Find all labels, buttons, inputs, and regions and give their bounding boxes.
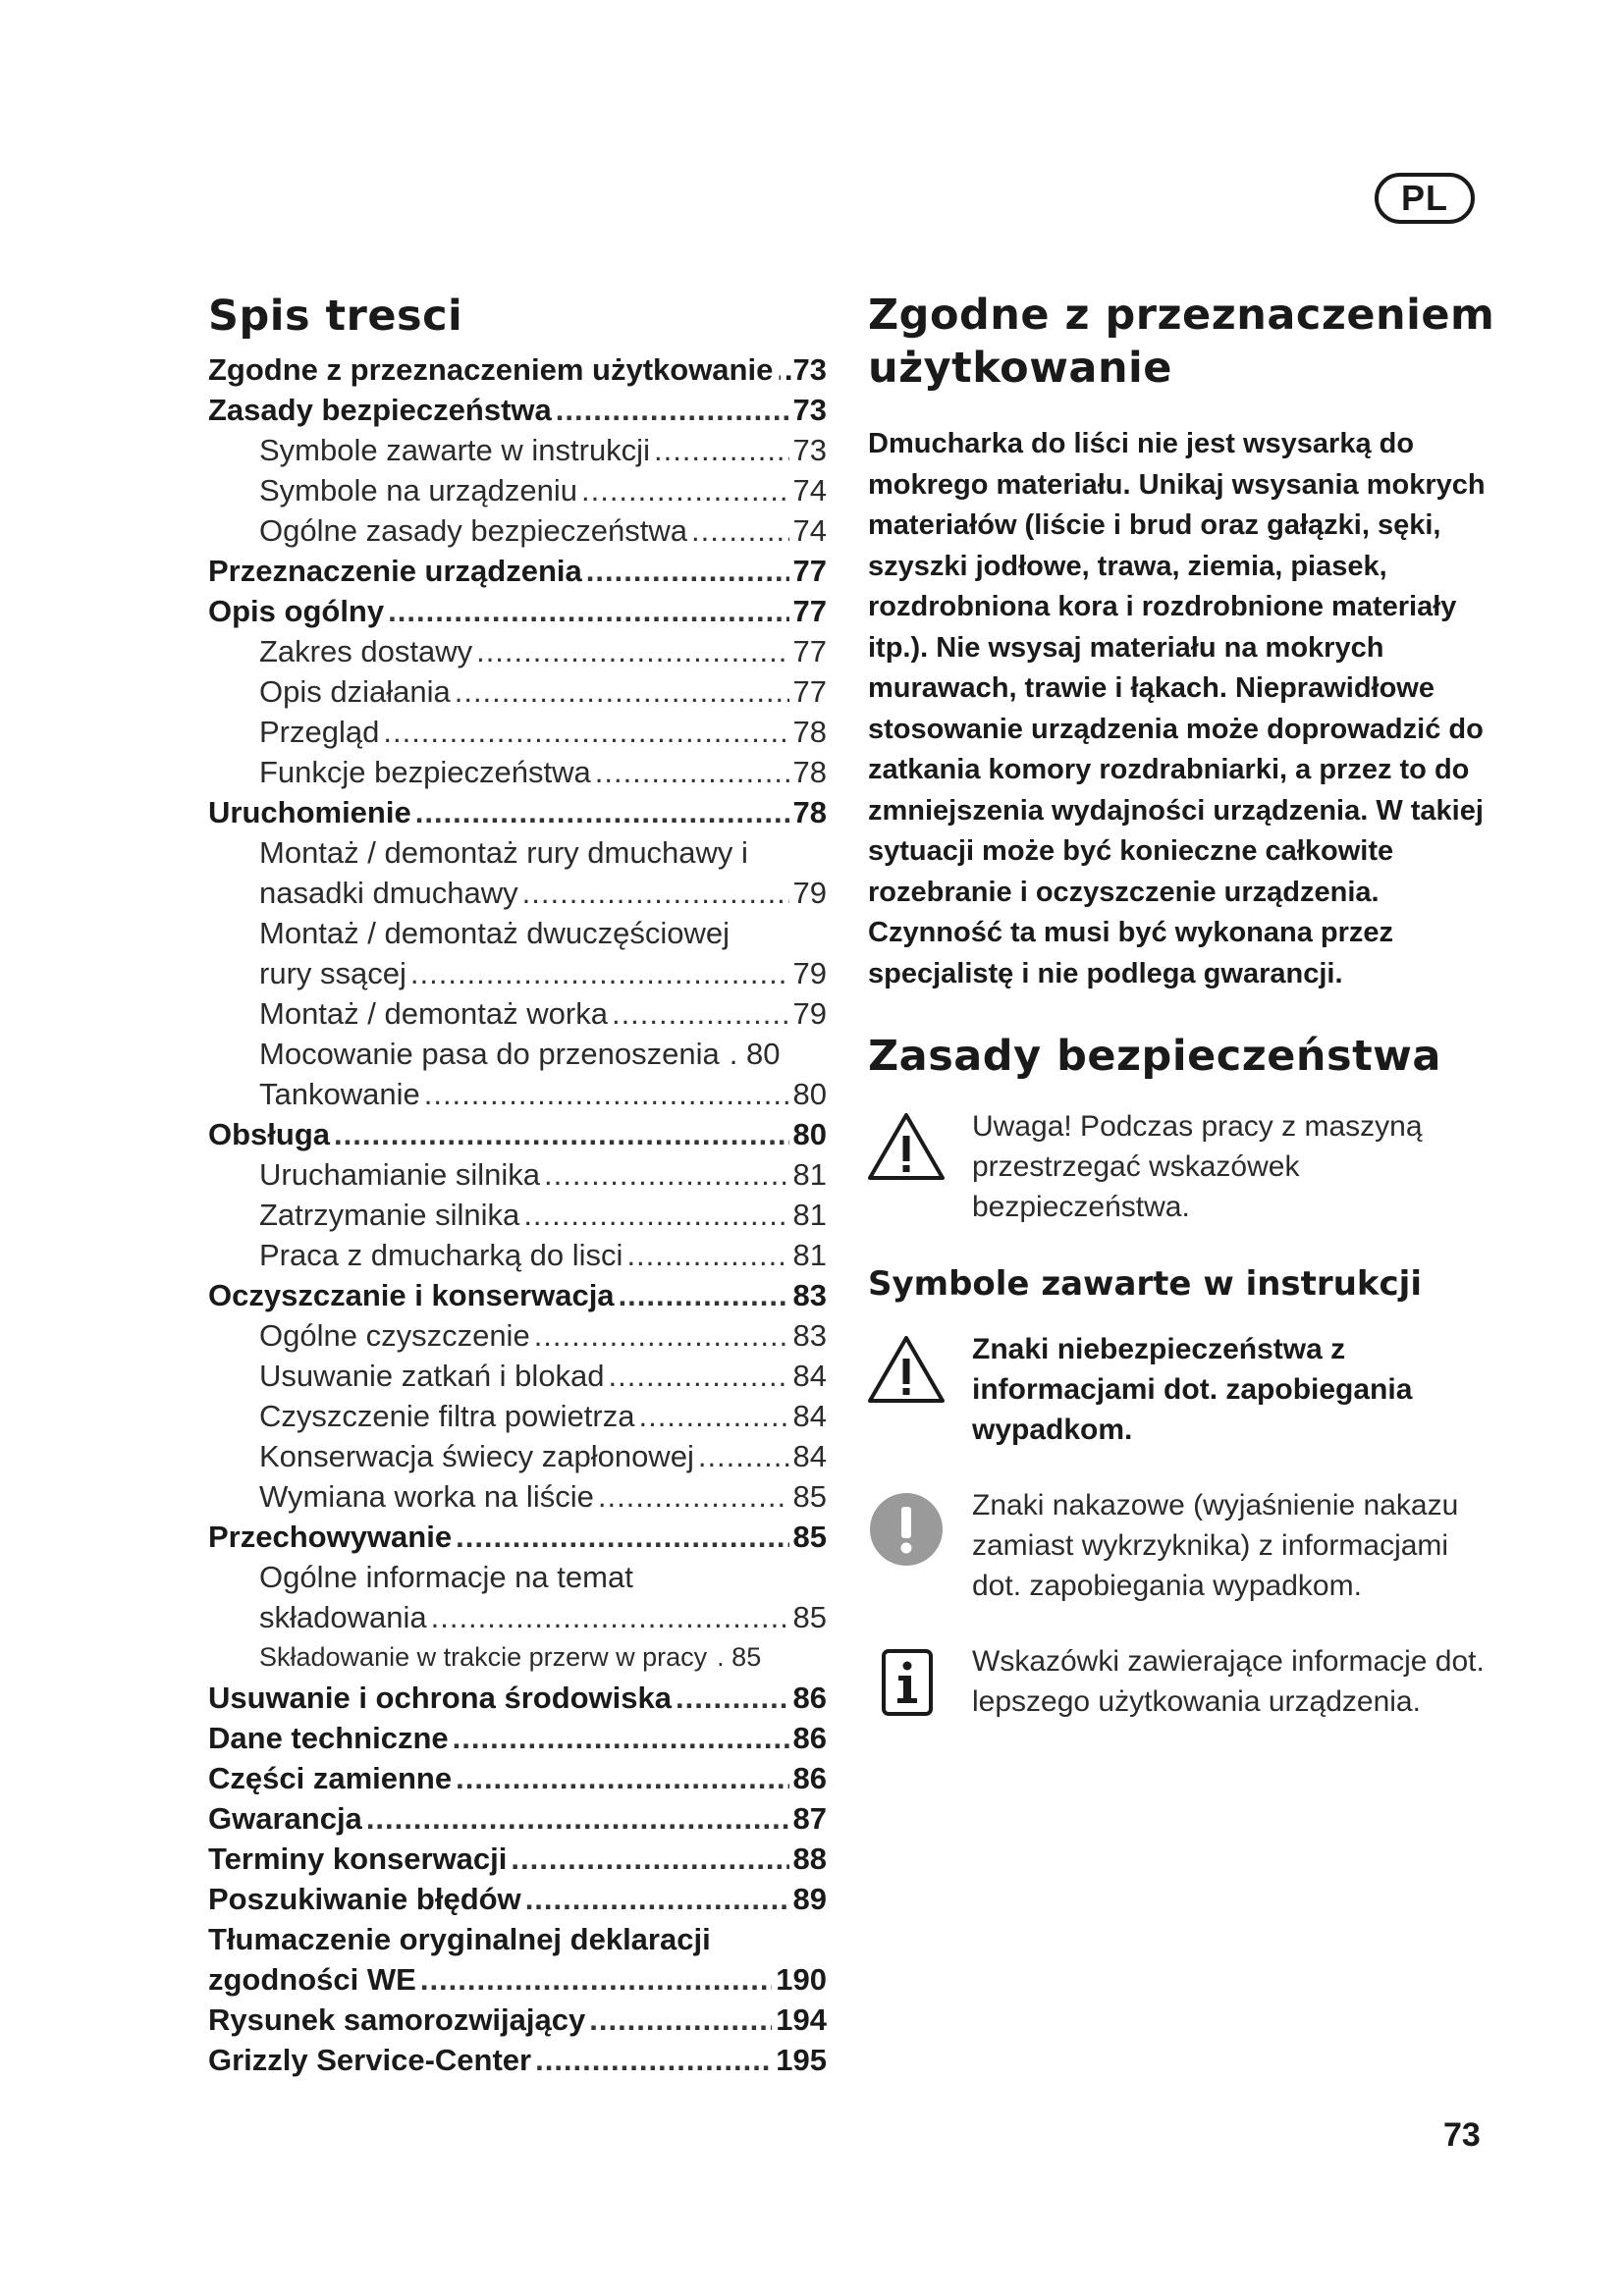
toc-entry-title: Tankowanie xyxy=(259,1077,420,1111)
mandatory-exclamation-icon xyxy=(868,1485,945,1573)
symbol-mandatory xyxy=(868,1485,1496,1606)
heading-intended-use: Zgodne z przeznaczeniem użytkowanie xyxy=(868,291,1495,393)
toc-leader-dots xyxy=(598,1476,789,1517)
toc-entry[interactable] xyxy=(208,712,827,752)
symbol-mandatory-text: Znaki nakazowe (wyjaśnienie nakazu zamiast wykrzyknika) z informacjami dot. zapobiegania wypadkom. xyxy=(972,1489,1459,1602)
toc-page-number: 79 xyxy=(792,876,827,910)
info-icon xyxy=(868,1641,945,1723)
toc-leader-dots xyxy=(511,1839,788,1879)
toc-entry[interactable] xyxy=(208,1718,827,1758)
toc-page-number: 74 xyxy=(792,513,827,548)
toc-page-number: 79 xyxy=(792,996,827,1031)
right-column xyxy=(868,289,1496,1723)
toc-entry-title: Zatrzymanie silnika xyxy=(259,1198,520,1232)
toc-entry-title: składowania xyxy=(259,1600,427,1634)
toc-leader-dots xyxy=(595,752,789,792)
toc-leader-dots xyxy=(544,1154,789,1195)
toc-entry[interactable] xyxy=(208,1557,827,1597)
toc-leader-dots xyxy=(535,2040,772,2080)
toc-entry[interactable] xyxy=(208,1758,827,1798)
toc-page-number: 77 xyxy=(792,674,827,709)
toc-entry-title: zgodności WE xyxy=(208,1962,416,1997)
toc-leader-dots xyxy=(638,1396,788,1436)
toc-entry-title: Symbole zawarte w instrukcji xyxy=(259,433,650,467)
toc-entry-title: Zasady bezpieczeństwa xyxy=(208,393,552,427)
toc-entry-title: Obsługa xyxy=(208,1117,331,1151)
toc-entry[interactable] xyxy=(208,1114,827,1154)
toc-entry[interactable] xyxy=(208,1879,827,1919)
toc-leader-dots xyxy=(525,1879,789,1919)
toc-page-number: 190 xyxy=(776,1962,827,1997)
toc-entry-title: Ogólne informacje na temat xyxy=(259,1560,633,1594)
toc-entry-title: Praca z dmucharką do lisci xyxy=(259,1238,623,1272)
toc-page-number: 85 xyxy=(792,1600,827,1634)
toc-entry-title: Części zamienne xyxy=(208,1761,453,1795)
toc-entry[interactable] xyxy=(208,1678,827,1718)
toc-leader-dots xyxy=(556,390,789,430)
toc-entry[interactable] xyxy=(208,1597,827,1637)
toc-leader-dots xyxy=(366,1798,789,1839)
toc-entry-title: Terminy konserwacji xyxy=(208,1842,508,1876)
toc-page-number: 81 xyxy=(792,1157,827,1192)
symbol-danger-text: Znaki niebezpieczeństwa z informacjami dot. zapobiegania wypadkom. xyxy=(972,1333,1413,1446)
symbol-danger xyxy=(868,1329,1496,1450)
toc-entry-title: Poszukiwanie błędów xyxy=(208,1882,521,1916)
toc-leader-dots xyxy=(522,873,789,913)
toc-leader-dots xyxy=(581,470,789,510)
toc-entry[interactable] xyxy=(208,1275,827,1315)
toc-page-number: 78 xyxy=(792,755,827,789)
toc-entry-title: Czyszczenie filtra powietrza xyxy=(259,1399,635,1433)
toc-entry[interactable] xyxy=(208,953,827,993)
toc-entry[interactable] xyxy=(208,1476,827,1517)
toc-page-number: 86 xyxy=(792,1721,827,1755)
toc-entry[interactable] xyxy=(208,1154,827,1195)
toc-page-number: 79 xyxy=(792,956,827,990)
toc-page-number: 77 xyxy=(792,634,827,668)
heading-symbols-in-manual: Symbole zawarte w instrukcji xyxy=(868,1264,1422,1304)
toc-page-number: 84 xyxy=(792,1359,827,1393)
toc-leader-dots xyxy=(698,1436,789,1476)
toc-entry[interactable] xyxy=(208,1839,827,1879)
toc-page-number: 80 xyxy=(792,1077,827,1111)
toc-entry[interactable] xyxy=(208,1356,827,1396)
toc-page-number: .73 xyxy=(784,352,827,387)
toc-leader-dots xyxy=(424,1074,789,1114)
toc-entry[interactable] xyxy=(208,1517,827,1557)
toc-page-number: 77 xyxy=(792,554,827,588)
heading-safety-rules: Zasady bezpieczeństwa xyxy=(868,1032,1441,1081)
toc-entry-title: Składowanie w trakcie przerw w pracy xyxy=(259,1642,708,1672)
toc-entry-title: Ogólne czyszczenie xyxy=(259,1318,530,1353)
toc-page-number: . 80 xyxy=(729,1037,781,1071)
toc-entry[interactable] xyxy=(208,390,827,430)
toc-entry-title: Gwarancja xyxy=(208,1801,362,1836)
toc-entry[interactable] xyxy=(208,2040,827,2080)
toc-entry-title: Zakres dostawy xyxy=(259,634,473,668)
toc-entry-title: rury ssącej xyxy=(259,956,406,990)
toc-leader-dots xyxy=(612,993,789,1034)
toc-entry-title: nasadki dmuchawy xyxy=(259,876,518,910)
toc-entry-title: Montaż / demontaż dwuczęściowej xyxy=(259,916,731,950)
toc-entry[interactable] xyxy=(208,1315,827,1356)
toc-leader-dots xyxy=(476,631,788,671)
toc-page-number: 77 xyxy=(792,594,827,628)
toc-entry-title: Oczyszczanie i konserwacja xyxy=(208,1278,615,1312)
toc-page-number: 194 xyxy=(776,2002,827,2037)
toc-leader-dots xyxy=(415,792,789,832)
toc-page-number: 73 xyxy=(792,393,827,427)
toc-entry[interactable] xyxy=(208,631,827,671)
toc-entry[interactable] xyxy=(208,551,827,591)
toc-entry[interactable] xyxy=(208,510,827,551)
table-of-contents xyxy=(208,289,827,2080)
toc-page-number: 86 xyxy=(792,1761,827,1795)
toc-entry[interactable] xyxy=(208,1919,827,1959)
toc-leader-dots xyxy=(619,1275,789,1315)
toc-entry-title: Ogólne zasady bezpieczeństwa xyxy=(259,513,687,548)
toc-page-number: 81 xyxy=(792,1198,827,1232)
toc-entry-title: Montaż / demontaż rury dmuchawy i xyxy=(259,835,748,870)
toc-page-number: 78 xyxy=(792,795,827,829)
toc-page-number: 83 xyxy=(792,1318,827,1353)
intended-use-paragraph: Dmucharka do liści nie jest wsysarką do mokrego materiału. Unikaj wsysania mokrych materiałów (liście i brud oraz gałązki, sęki, szyszki jodłowe, trawa, ziemia, piasek, rozdrobniona kora i rozdrobnione materiały itp.). Nie wsysaj materiału na mokrych murawach, trawie i łąkach. Nieprawidłowe stosowanie urządzenia może doprowadzić do zatkania komory rozdrabniarki, a przez to do zmniejszenia wydajności urządzenia. W takiej sytuacji może być konieczne całkowite rozebranie i oczyszczenie urządzenia. Czynność ta musi być wykonana przez specjalistę i nie podlega gwarancji. xyxy=(868,428,1486,989)
toc-entry-title: Mocowanie pasa do przenoszenia xyxy=(259,1037,720,1071)
toc-entry[interactable] xyxy=(208,671,827,712)
symbol-info-text: Wskazówki zawierające informacje dot. lepszego użytkowania urządzenia. xyxy=(972,1645,1485,1718)
toc-page-number: 85 xyxy=(792,1479,827,1514)
toc-leader-dots xyxy=(534,1315,789,1356)
toc-title: Spis tresci xyxy=(208,292,463,341)
safety-warning-note xyxy=(868,1106,1496,1227)
toc-entry-title: Symbole na urządzeniu xyxy=(259,473,577,507)
toc-entry[interactable] xyxy=(208,993,827,1034)
toc-leader-dots xyxy=(586,551,789,591)
toc-leader-dots xyxy=(383,712,788,752)
toc-page-number: 80 xyxy=(792,1117,827,1151)
toc-entry-title: Grizzly Service-Center xyxy=(208,2043,532,2077)
toc-page-number: 84 xyxy=(792,1399,827,1433)
toc-leader-dots xyxy=(410,953,789,993)
toc-leader-dots xyxy=(523,1195,788,1235)
toc-leader-dots xyxy=(420,1959,772,2000)
toc-page-number: 85 xyxy=(792,1520,827,1554)
toc-entry-title: Opis działania xyxy=(259,674,451,709)
toc-entry[interactable] xyxy=(208,832,827,873)
toc-entry[interactable] xyxy=(208,349,827,390)
toc-page-number: 87 xyxy=(792,1801,827,1836)
toc-entry[interactable] xyxy=(208,1034,827,1074)
toc-page-number: 73 xyxy=(792,433,827,467)
toc-page-number: 83 xyxy=(792,1278,827,1312)
toc-leader-dots xyxy=(456,1517,788,1557)
language-badge: PL xyxy=(1375,173,1475,224)
toc-entry-title: Dane techniczne xyxy=(208,1721,449,1755)
toc-leader-dots xyxy=(455,671,789,712)
toc-entry[interactable] xyxy=(208,752,827,792)
toc-entry-title: Przeznaczenie urządzenia xyxy=(208,554,582,588)
toc-page-number: . 85 xyxy=(717,1642,762,1672)
toc-leader-dots xyxy=(609,1356,789,1396)
toc-entry-title: Funkcje bezpieczeństwa xyxy=(259,755,591,789)
toc-entry-title: Usuwanie i ochrona środowiska xyxy=(208,1681,673,1715)
toc-leader-dots xyxy=(453,1718,789,1758)
toc-entry-title: Konserwacja świecy zapłonowej xyxy=(259,1439,694,1473)
toc-page-number: 195 xyxy=(776,2043,827,2077)
toc-entry[interactable] xyxy=(208,2000,827,2040)
toc-entry-title: Uruchamianie silnika xyxy=(259,1157,541,1192)
toc-leader-dots xyxy=(456,1758,788,1798)
toc-leader-dots xyxy=(388,591,788,631)
toc-entry-title: Zgodne z przeznaczeniem użytkowanie xyxy=(208,352,774,387)
symbol-info xyxy=(868,1641,1496,1723)
toc-entry[interactable] xyxy=(208,1235,827,1275)
toc-entry[interactable] xyxy=(208,792,827,832)
toc-leader-dots xyxy=(691,510,789,551)
toc-leader-dots xyxy=(654,430,789,470)
toc-page-number: 88 xyxy=(792,1842,827,1876)
toc-leader-dots xyxy=(431,1597,789,1637)
warning-note-text: Uwaga! Podczas pracy z maszyną przestrzegać wskazówek bezpieczeństwa. xyxy=(972,1110,1423,1223)
toc-entry[interactable] xyxy=(208,1195,827,1235)
toc-entry[interactable] xyxy=(208,1637,827,1678)
toc-leader-dots xyxy=(777,349,781,390)
toc-entry[interactable] xyxy=(208,913,827,953)
toc-page-number: 81 xyxy=(792,1238,827,1272)
toc-leader-dots xyxy=(676,1678,789,1718)
toc-leader-dots xyxy=(626,1235,788,1275)
toc-list xyxy=(208,349,827,2080)
toc-entry-title: Opis ogólny xyxy=(208,594,385,628)
toc-entry-title: Wymiana worka na liście xyxy=(259,1479,594,1514)
toc-entry[interactable] xyxy=(208,1074,827,1114)
toc-entry[interactable] xyxy=(208,873,827,913)
toc-entry[interactable] xyxy=(208,470,827,510)
toc-page-number: 86 xyxy=(792,1681,827,1715)
toc-entry-title: Przegląd xyxy=(259,715,380,749)
toc-entry-title: Uruchomienie xyxy=(208,795,411,829)
toc-entry-title: Przechowywanie xyxy=(208,1520,453,1554)
toc-entry-title: Tłumaczenie oryginalnej deklaracji xyxy=(208,1922,711,1956)
toc-page-number: 84 xyxy=(792,1439,827,1473)
toc-page-number: 78 xyxy=(792,715,827,749)
toc-entry[interactable] xyxy=(208,430,827,470)
toc-entry[interactable] xyxy=(208,591,827,631)
warning-triangle-icon xyxy=(868,1329,945,1409)
warning-triangle-icon xyxy=(868,1106,945,1186)
toc-leader-dots xyxy=(334,1114,789,1154)
toc-entry[interactable] xyxy=(208,1798,827,1839)
toc-entry[interactable] xyxy=(208,1959,827,2000)
toc-entry[interactable] xyxy=(208,1396,827,1436)
toc-page-number: 89 xyxy=(792,1882,827,1916)
toc-page-number: 74 xyxy=(792,473,827,507)
toc-entry-title: Usuwanie zatkań i blokad xyxy=(259,1359,605,1393)
toc-entry[interactable] xyxy=(208,1436,827,1476)
toc-leader-dots xyxy=(589,2000,772,2040)
page-number: 73 xyxy=(1443,2116,1481,2154)
toc-entry-title: Montaż / demontaż worka xyxy=(259,996,608,1031)
toc-entry-title: Rysunek samorozwijający xyxy=(208,2002,586,2037)
